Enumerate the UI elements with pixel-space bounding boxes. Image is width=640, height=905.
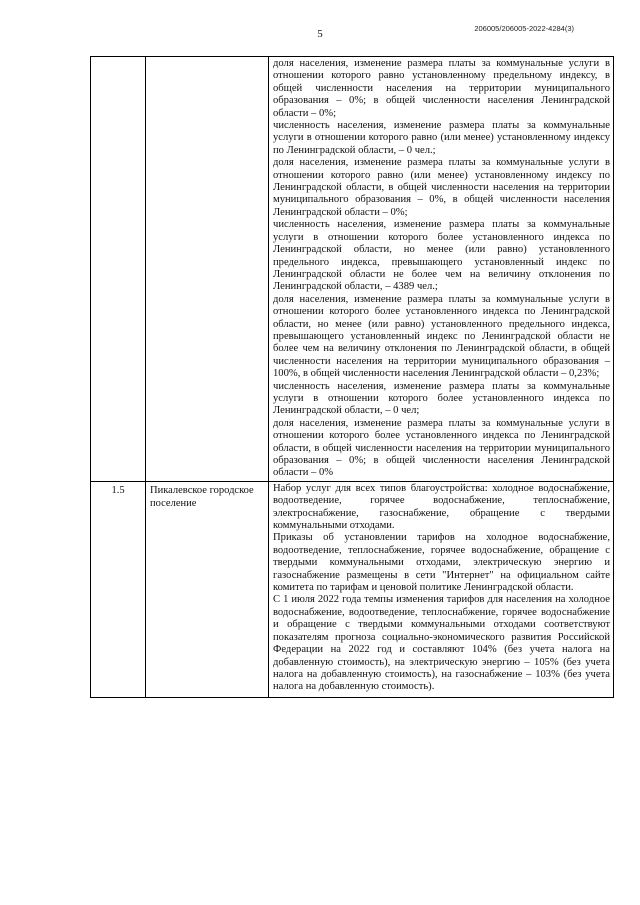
- paragraph: численность населения, изменение размера платы за коммунальные услуги в отношении которого более установленного индекса по Ленинградской области, но менее (или равно) установленного предельного индекса, превышающего установленный индекс по Ленинградской области не более чем на величину отклонения по Ленинградской области, – 4389 чел.;: [273, 219, 610, 293]
- row-number-cell: [91, 481, 146, 697]
- description-cell: [269, 57, 614, 482]
- document-id: 206005/206005-2022-4284(3): [474, 24, 574, 33]
- paragraph: Приказы об установлении тарифов на холодное водоснабжение, водоотведение, теплоснабжение, горячее водоснабжение, обращение с твердыми коммунальными отходами, электрическую энергию и газоснабжение размещены в сети "Интернет" на официальном сайте комитета по тарифам и ценовой политике Ленинградской области.: [273, 532, 610, 594]
- paragraph: С 1 июля 2022 года темпы изменения тарифов для населения на холодное водоснабжение, водоотведение, теплоснабжение, горячее водоснабжение и обращение с твердыми коммунальными отходами соответствуют показателям прогноза социально-экономического развития Российской Федерации на 2022 год и составляют 104% (без учета налога на добавленную стоимость), на электрическую энергию – 105% (без учета налога на добавленную стоимость), на газоснабжение – 103% (без учета налога на добавленную стоимость).: [273, 594, 610, 693]
- paragraph: численность населения, изменение размера платы за коммунальные услуги в отношении которого равно (или менее) установленному индексу по Ленинградской области, – 0 чел.;: [273, 120, 610, 156]
- municipality-name: [146, 57, 268, 61]
- paragraph: доля населения, изменение размера платы за коммунальные услуги в отношении которого более установленного индекса по Ленинградской области, но менее (или равно) установленного предельного индекса, превышающего установленный индекс по Ленинградской области не более чем на величину отклонения по Ленинградской области, в общей численности населения на территории муниципального образования – 100%, в общей численности населения Ленинградской области – 0,23%;: [273, 293, 610, 380]
- row-number: [91, 57, 145, 59]
- description-cell: [269, 481, 614, 697]
- table-row: [91, 481, 614, 697]
- paragraph: доля населения, изменение размера платы за коммунальные услуги в отношении которого равно (или менее) установленному индексу по Ленинградской области, в общей численности населения на территории муниципального образования – 0%, в общей численности населения Ленинградской области – 0%;: [273, 157, 610, 218]
- row-number: 1.5: [111, 484, 125, 496]
- paragraph: доля населения, изменение размера платы за коммунальные услуги в отношении которого равно установленному предельному индексу, в общей численности населения на территории муниципального образования – 0%; в общей численности населения Ленинградской области – 0%;: [273, 58, 610, 119]
- page-number: 5: [317, 28, 323, 40]
- paragraph: доля населения, изменение размера платы за коммунальные услуги в отношении которого более установленного индекса по Ленинградской области, в общей численности населения на территории муниципального образования – 0%; в общей численности населения Ленинградской области – 0%: [273, 417, 610, 479]
- municipality-cell: [146, 481, 269, 697]
- municipality-name: Пикалевское городское поселение: [150, 484, 254, 509]
- paragraph: численность населения, изменение размера платы за коммунальные услуги в отношении которого более установленного индекса по Ленинградской области, – 0 чел;: [273, 380, 610, 417]
- table-row: [91, 57, 614, 482]
- paragraph: Набор услуг для всех типов благоустройства: холодное водоснабжение, водоотведение, горячее водоснабжение, теплоснабжение, электроснабжение, газоснабжение, обращение с твердыми коммунальными отходами.: [273, 482, 610, 532]
- municipality-cell: [146, 57, 269, 482]
- document-table: [90, 56, 614, 698]
- row-number-cell: [91, 57, 146, 482]
